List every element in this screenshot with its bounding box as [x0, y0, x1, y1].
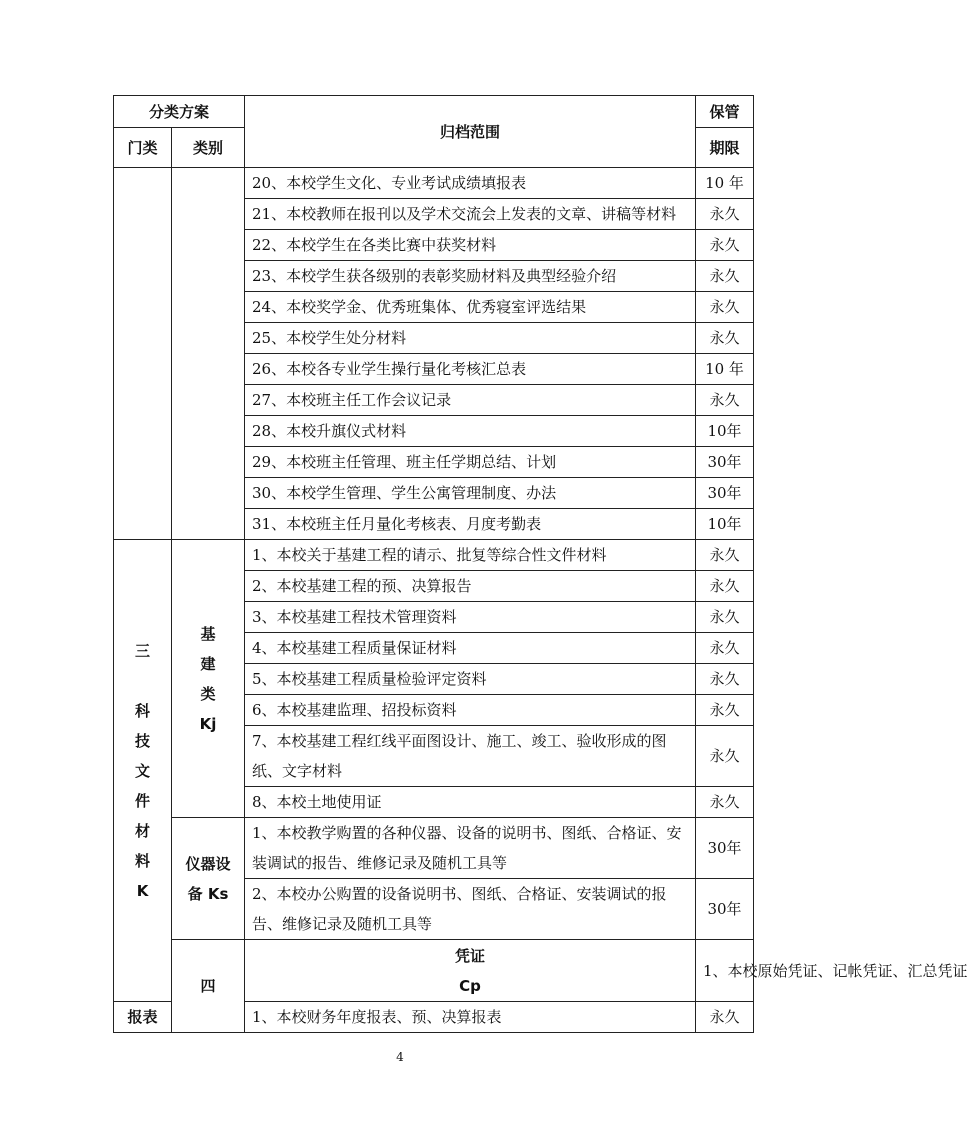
scope-cell: 30、本校学生管理、学生公寓管理制度、办法 [245, 478, 696, 509]
category-construction-code: Kj [199, 714, 217, 733]
period-cell: 永久 [696, 664, 754, 695]
table-row [114, 818, 754, 879]
header-period-1: 保管 [696, 96, 754, 128]
period-cell: 永久 [696, 695, 754, 726]
header-scheme: 分类方案 [114, 96, 245, 128]
door-cell-empty [114, 168, 172, 540]
header-row-1 [114, 96, 754, 128]
scope-cell: 22、本校学生在各类比赛中获奖材料 [245, 230, 696, 261]
scope-cell: 31、本校班主任月量化考核表、月度考勤表 [245, 509, 696, 540]
header-scope: 归档范围 [245, 96, 696, 168]
scope-cell: 1、本校关于基建工程的请示、批复等综合性文件材料 [245, 540, 696, 571]
category-cell-voucher [245, 940, 696, 1002]
header-door: 门类 [114, 128, 172, 168]
period-cell: 10年 [696, 509, 754, 540]
scope-cell: 29、本校班主任管理、班主任学期总结、计划 [245, 447, 696, 478]
scope-cell: 1、本校教学购置的各种仪器、设备的说明书、图纸、合格证、安装调试的报告、维修记录及随机工具等 [245, 818, 696, 879]
scope-cell: 26、本校各专业学生操行量化考核汇总表 [245, 354, 696, 385]
scope-cell: 7、本校基建工程红线平面图设计、施工、竣工、验收形成的图纸、文字材料 [245, 726, 696, 787]
scope-cell: 23、本校学生获各级别的表彰奖励材料及典型经验介绍 [245, 261, 696, 292]
scope-cell: 5、本校基建工程质量检验评定资料 [245, 664, 696, 695]
door-cell-section4: 四 [172, 940, 245, 1033]
scope-cell: 24、本校奖学金、优秀班集体、优秀寝室评选结果 [245, 292, 696, 323]
header-period-2: 期限 [696, 128, 754, 168]
period-cell: 10年 [696, 416, 754, 447]
period-cell: 30年 [696, 818, 754, 879]
period-cell: 永久 [696, 540, 754, 571]
period-cell: 永久 [696, 726, 754, 787]
period-cell: 10 年 [696, 168, 754, 199]
period-cell: 永久 [696, 292, 754, 323]
period-cell: 永久 [696, 1002, 754, 1033]
category-voucher-line2: Cp [459, 976, 481, 995]
scope-cell: 6、本校基建监理、招投标资料 [245, 695, 696, 726]
period-cell: 永久 [696, 323, 754, 354]
scope-cell: 3、本校基建工程技术管理资料 [245, 602, 696, 633]
header-category: 类别 [172, 128, 245, 168]
scope-cell: 2、本校基建工程的预、决算报告 [245, 571, 696, 602]
period-cell: 永久 [696, 787, 754, 818]
period-cell: 永久 [696, 230, 754, 261]
scope-cell: 8、本校土地使用证 [245, 787, 696, 818]
category-construction-label: 基建类 [200, 624, 216, 703]
period-cell: 30年 [696, 879, 754, 940]
period-cell: 永久 [696, 261, 754, 292]
scope-cell: 1、本校原始凭证、记帐凭证、汇总凭证 [696, 940, 754, 1002]
table-row [114, 540, 754, 571]
scope-cell: 20、本校学生文化、专业考试成绩填报表 [245, 168, 696, 199]
category-cell-report: 报表 [114, 1002, 172, 1033]
scope-cell: 2、本校办公购置的设备说明书、图纸、合格证、安装调试的报告、维修记录及随机工具等 [245, 879, 696, 940]
scope-cell: 27、本校班主任工作会议记录 [245, 385, 696, 416]
category-equipment-line2: 备 Ks [187, 884, 229, 903]
door-section3-code: K [136, 881, 149, 900]
door-cell-section3 [114, 540, 172, 1002]
door-section3-head: 三 [134, 641, 150, 660]
category-equipment-line1: 仪器设 [185, 854, 231, 873]
scope-cell: 28、本校升旗仪式材料 [245, 416, 696, 447]
scope-cell: 1、本校财务年度报表、预、决算报表 [245, 1002, 696, 1033]
period-cell: 永久 [696, 199, 754, 230]
scope-cell: 25、本校学生处分材料 [245, 323, 696, 354]
category-cell-empty [172, 168, 245, 540]
archive-classification-table [113, 95, 968, 1033]
period-cell: 30年 [696, 447, 754, 478]
category-cell-equipment [172, 818, 245, 940]
period-cell: 永久 [696, 385, 754, 416]
period-cell: 永久 [696, 571, 754, 602]
scope-cell: 4、本校基建工程质量保证材料 [245, 633, 696, 664]
period-cell: 10 年 [696, 354, 754, 385]
category-voucher-line1: 凭证 [455, 946, 486, 965]
category-cell-construction [172, 540, 245, 818]
table-row [114, 940, 754, 1002]
scope-cell: 21、本校教师在报刊以及学术交流会上发表的文章、讲稿等材料 [245, 199, 696, 230]
door-section3-body: 科技文件材料 [134, 701, 150, 870]
period-cell: 永久 [696, 602, 754, 633]
table-row [114, 168, 754, 199]
period-cell: 永久 [696, 633, 754, 664]
period-cell: 30年 [696, 478, 754, 509]
page-number: 4 [396, 1050, 404, 1064]
